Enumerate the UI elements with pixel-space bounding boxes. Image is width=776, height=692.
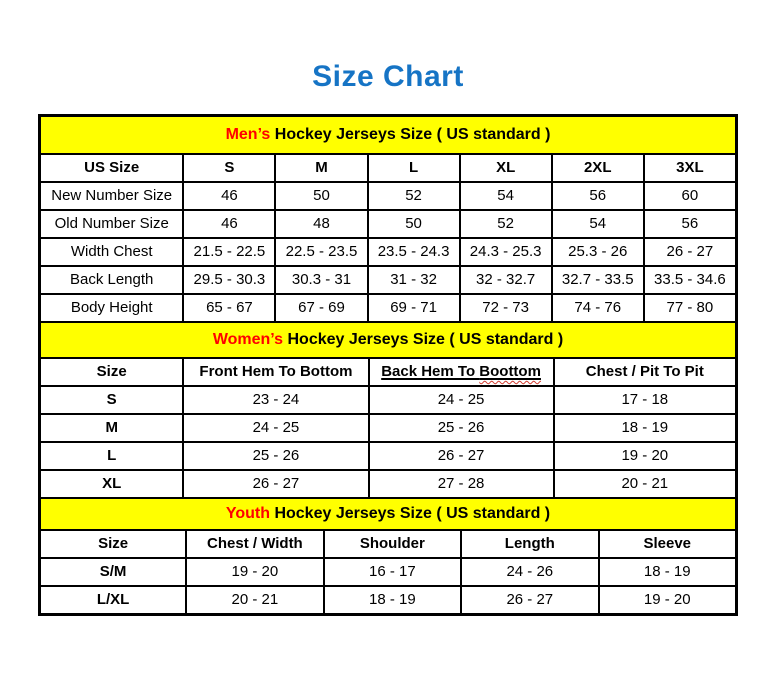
- table-row: [40, 470, 736, 498]
- size-value: 24 - 26: [461, 558, 598, 586]
- table-row: [40, 238, 736, 266]
- size-value: 56: [552, 182, 644, 210]
- row-label: S/M: [40, 558, 186, 586]
- size-value: 26 - 27: [369, 442, 554, 470]
- back-hem-prefix: Back Hem To: [381, 362, 480, 380]
- size-value: 19 - 20: [186, 558, 323, 586]
- size-value: 33.5 - 34.6: [644, 266, 736, 294]
- size-value: 46: [183, 182, 275, 210]
- size-value: 25 - 26: [183, 442, 368, 470]
- womens-size-table: [39, 321, 737, 499]
- size-value: 26 - 27: [644, 238, 736, 266]
- mens-col-us-size: US Size: [40, 154, 183, 182]
- mens-col-3xl: 3XL: [644, 154, 736, 182]
- size-value: 26 - 27: [183, 470, 368, 498]
- size-value: 77 - 80: [644, 294, 736, 322]
- table-row: [40, 442, 736, 470]
- womens-section-title-text: Hockey Jerseys Size ( US standard ): [283, 331, 564, 349]
- row-label: Back Length: [40, 266, 183, 294]
- mens-col-l: L: [368, 154, 460, 182]
- size-value: 52: [368, 182, 460, 210]
- size-value: 23 - 24: [183, 386, 368, 414]
- size-value: 31 - 32: [368, 266, 460, 294]
- size-value: 48: [275, 210, 367, 238]
- youth-size-table: [39, 497, 737, 615]
- womens-col-chest: Chest / Pit To Pit: [554, 358, 736, 386]
- table-row: [40, 386, 736, 414]
- table-row: [40, 558, 736, 586]
- womens-col-back-hem: [369, 358, 554, 386]
- size-value: 56: [644, 210, 736, 238]
- size-value: 25.3 - 26: [552, 238, 644, 266]
- table-row: [40, 266, 736, 294]
- row-label: L: [40, 442, 183, 470]
- size-value: 18 - 19: [599, 558, 736, 586]
- size-value: 65 - 67: [183, 294, 275, 322]
- row-label: M: [40, 414, 183, 442]
- size-value: 20 - 21: [554, 470, 736, 498]
- youth-section-title-accent: Youth: [225, 505, 270, 523]
- size-value: 24 - 25: [183, 414, 368, 442]
- mens-section-title: [40, 116, 736, 154]
- size-value: 50: [275, 182, 367, 210]
- size-value: 22.5 - 23.5: [275, 238, 367, 266]
- mens-section-title-text: Hockey Jerseys Size ( US standard ): [270, 126, 551, 144]
- size-value: 27 - 28: [369, 470, 554, 498]
- row-label: XL: [40, 470, 183, 498]
- womens-section-title: [40, 322, 736, 358]
- youth-col-length: Length: [461, 530, 598, 558]
- row-label: New Number Size: [40, 182, 183, 210]
- mens-col-m: M: [275, 154, 367, 182]
- size-value: 20 - 21: [186, 586, 323, 614]
- size-value: 21.5 - 22.5: [183, 238, 275, 266]
- size-chart: [38, 114, 738, 616]
- size-value: 50: [368, 210, 460, 238]
- table-row: [40, 586, 736, 614]
- row-label: Body Height: [40, 294, 183, 322]
- row-label: L/XL: [40, 586, 186, 614]
- size-value: 67 - 69: [275, 294, 367, 322]
- youth-section-title: [40, 498, 736, 530]
- youth-col-sleeve: Sleeve: [599, 530, 736, 558]
- size-value: 54: [552, 210, 644, 238]
- mens-section-title-accent: Men’s: [225, 126, 271, 144]
- size-value: 52: [460, 210, 552, 238]
- page-title: Size Chart: [312, 60, 464, 93]
- size-value: 69 - 71: [368, 294, 460, 322]
- size-value: 16 - 17: [324, 558, 461, 586]
- youth-col-chest-width: Chest / Width: [186, 530, 323, 558]
- table-row: [40, 294, 736, 322]
- size-value: 17 - 18: [554, 386, 736, 414]
- size-value: 24 - 25: [369, 386, 554, 414]
- youth-section-header-row: [40, 498, 736, 530]
- womens-section-title-accent: Women’s: [212, 331, 284, 349]
- womens-col-size: Size: [40, 358, 183, 386]
- size-value: 32.7 - 33.5: [552, 266, 644, 294]
- mens-size-table: [39, 115, 737, 323]
- size-value: 23.5 - 24.3: [368, 238, 460, 266]
- table-row: [40, 414, 736, 442]
- back-hem-misspelled-word: Boottom: [479, 362, 541, 380]
- youth-column-header-row: [40, 530, 736, 558]
- mens-col-2xl: 2XL: [552, 154, 644, 182]
- size-value: 32 - 32.7: [460, 266, 552, 294]
- table-row: [40, 210, 736, 238]
- size-value: 26 - 27: [461, 586, 598, 614]
- womens-section-header-row: [40, 322, 736, 358]
- size-value: 74 - 76: [552, 294, 644, 322]
- mens-section-header-row: [40, 116, 736, 154]
- size-value: 46: [183, 210, 275, 238]
- size-value: 19 - 20: [599, 586, 736, 614]
- size-value: 24.3 - 25.3: [460, 238, 552, 266]
- size-value: 29.5 - 30.3: [183, 266, 275, 294]
- mens-col-s: S: [183, 154, 275, 182]
- size-value: 18 - 19: [324, 586, 461, 614]
- womens-column-header-row: [40, 358, 736, 386]
- youth-col-size: Size: [40, 530, 186, 558]
- youth-section-title-text: Hockey Jerseys Size ( US standard ): [270, 505, 551, 523]
- size-value: 25 - 26: [369, 414, 554, 442]
- size-value: 30.3 - 31: [275, 266, 367, 294]
- youth-col-shoulder: Shoulder: [324, 530, 461, 558]
- size-value: 72 - 73: [460, 294, 552, 322]
- row-label: Width Chest: [40, 238, 183, 266]
- mens-col-xl: XL: [460, 154, 552, 182]
- womens-col-front-hem: Front Hem To Bottom: [183, 358, 368, 386]
- size-value: 18 - 19: [554, 414, 736, 442]
- size-value: 60: [644, 182, 736, 210]
- table-row: [40, 182, 736, 210]
- row-label: S: [40, 386, 183, 414]
- size-value: 54: [460, 182, 552, 210]
- size-value: 19 - 20: [554, 442, 736, 470]
- row-label: Old Number Size: [40, 210, 183, 238]
- mens-column-header-row: [40, 154, 736, 182]
